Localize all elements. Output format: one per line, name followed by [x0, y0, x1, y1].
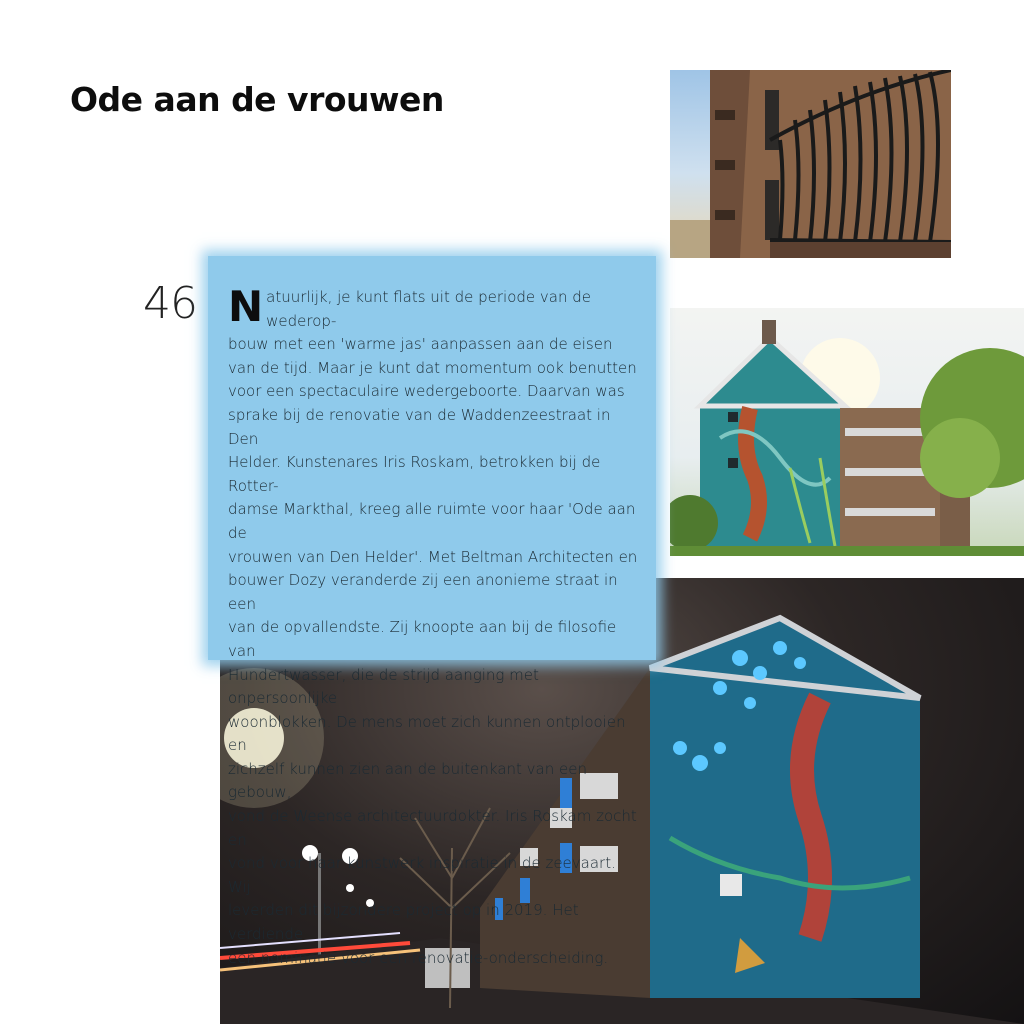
body-line: Hundertwasser, die de strijd aanging met onpersoonlijke: [228, 665, 539, 708]
body-line: Helder. Kunstenares Iris Roskam, betrokken bij de Rotter-: [228, 453, 601, 495]
photo-mural-daytime: [670, 308, 1024, 556]
photo-balconies: [670, 70, 951, 258]
body-line: van de opvallendste. Zij knoopte aan bij de filosofie van: [228, 618, 617, 660]
body-line: damse Markthal, kreeg alle ruimte voor haar 'Ode aan de: [228, 500, 636, 542]
page-number: 46: [143, 278, 197, 329]
body-line: vond voor haar kunstwerk inspiratie in de zeevaart. Wij: [228, 854, 616, 896]
article-body: [228, 282, 642, 970]
body-line: zichzelf kunnen zien aan de buitenkant van een gebouw,: [228, 759, 587, 802]
dropcap: N: [228, 282, 264, 331]
body-line: atuurlijk, je kunt flats uit de periode van de wederop-: [266, 288, 592, 330]
body-line: woonblokken. De mens moet zich kunnen ontplooien en: [228, 712, 626, 755]
body-line: leverden dit bijzondere project op in 2019. Het verdiende: [228, 901, 579, 944]
body-line: voor een spectaculaire wedergeboorte. Daarvan was: [228, 382, 625, 401]
body-line: vrouwen van Den Helder'. Met Beltman Architecten en: [228, 547, 638, 566]
body-line: van de tijd. Maar je kunt dat momentum ook benutten: [228, 358, 637, 377]
article-title: Ode aan de vrouwen: [70, 80, 444, 119]
article-text-box: [208, 256, 656, 967]
body-line: een nominatie voor een renovatie-onderscheiding.: [228, 948, 609, 967]
body-line: bouwer Dozy veranderde zij een anonieme straat in een: [228, 571, 618, 613]
body-line: vond de Weense architectuurdokter. Iris Roskam zocht en: [228, 807, 637, 849]
body-line: sprake bij de renovatie van de Waddenzeestraat in Den: [228, 405, 611, 448]
body-line: bouw met een 'warme jas' aanpassen aan de eisen: [228, 335, 613, 354]
